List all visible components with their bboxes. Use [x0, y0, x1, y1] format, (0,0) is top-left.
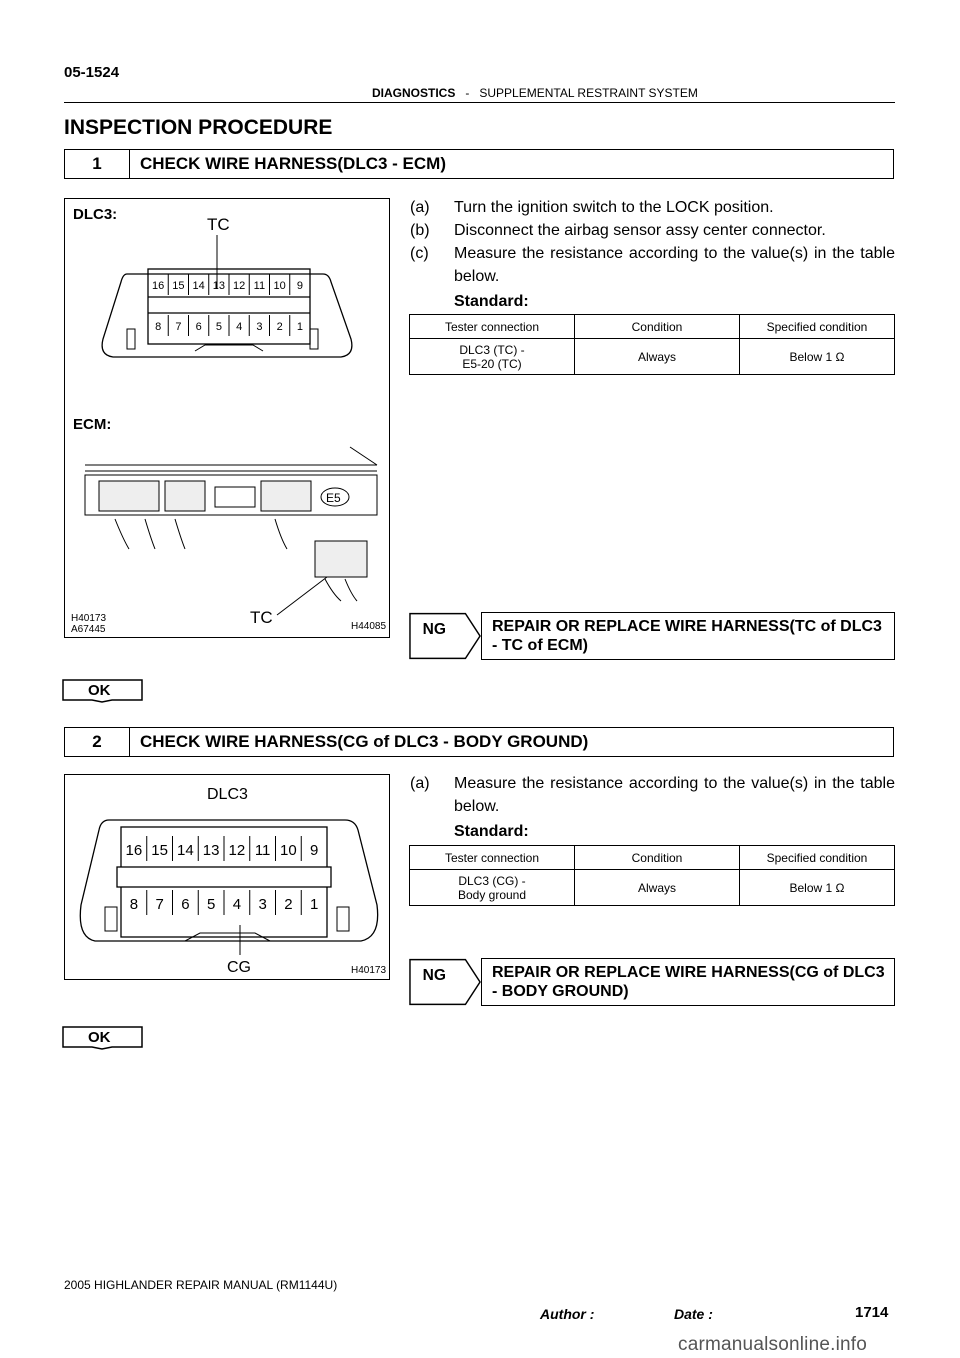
pin-number: 12 [233, 280, 246, 292]
table-header: Specified condition [740, 846, 895, 870]
step-1-instruction-b [410, 219, 895, 242]
page-code: 05-1524 [64, 64, 120, 81]
pin-number: 7 [155, 896, 164, 913]
spec-table-2 [409, 845, 895, 906]
step-number: 1 [65, 150, 130, 178]
page-title: INSPECTION PROCEDURE [64, 116, 333, 139]
connection-line-2: E5-20 (TC) [462, 356, 522, 371]
header-section: DIAGNOSTICS [372, 86, 456, 100]
figure-ref-3: H44085 [351, 621, 387, 632]
footer-date: Date : [674, 1306, 713, 1322]
ng-label: NG [422, 967, 446, 985]
table-cell-spec: Below 1 Ω [740, 870, 895, 906]
table-cell-spec: Below 1 Ω [740, 339, 895, 375]
standard-label: Standard: [454, 293, 529, 310]
pin-number: 10 [273, 280, 286, 292]
ng-arrow-box [409, 958, 481, 1006]
pin-number: 3 [258, 896, 267, 913]
pin-number: 5 [215, 321, 222, 333]
ok-result-1 [62, 679, 142, 699]
pin-number: 6 [181, 896, 190, 913]
pin-number: 8 [155, 321, 162, 333]
connection-line-2: Body ground [457, 887, 527, 902]
header-separator: - [465, 86, 470, 100]
pin-number: 2 [276, 321, 283, 333]
ng-result-2 [409, 958, 895, 1006]
cg-label: CG [227, 959, 251, 976]
pin-number: 10 [280, 842, 297, 859]
step-1-header [64, 149, 894, 179]
pin-number: 16 [152, 280, 165, 292]
step-2-instruction-a [410, 772, 895, 818]
table-header: Condition [575, 315, 740, 339]
step-number: 2 [65, 728, 130, 756]
footer-manual: 2005 HIGHLANDER REPAIR MANUAL (RM1144U) [64, 1278, 338, 1292]
pin-number: 4 [236, 321, 243, 333]
pin-number: 11 [254, 842, 271, 859]
pin-number: 9 [309, 842, 319, 859]
instruction-text: Measure the resistance according to the value(s) in the table below. [454, 775, 895, 815]
pin-number: 14 [192, 280, 205, 292]
figure-ref-2: A67445 [71, 624, 106, 635]
figure-ref: H40173 [351, 965, 387, 976]
ng-arrow-box [409, 612, 481, 660]
instruction-text: Disconnect the airbag sensor assy center connector. [454, 222, 826, 239]
footer-page-number: 1714 [855, 1304, 889, 1321]
pin-number: 5 [206, 896, 216, 913]
ng-label: NG [422, 621, 446, 639]
instruction-tag: (a) [410, 199, 430, 216]
ng-repair-text: REPAIR OR REPLACE WIRE HARNESS(TC of DLC3 - TC of ECM) [481, 612, 895, 660]
connection-line-1: DLC3 (TC) - [459, 342, 525, 357]
connection-line-1: DLC3 (CG) - [458, 873, 526, 888]
table-header: Condition [575, 846, 740, 870]
table-cell-condition: Always [575, 870, 740, 906]
figure-dlc3-ecm [64, 198, 390, 638]
table-header: Specified condition [740, 315, 895, 339]
pin-number: 6 [195, 321, 202, 333]
pin-number: 15 [151, 842, 168, 859]
ok-label: OK [88, 682, 111, 699]
pin-number: 7 [175, 321, 182, 333]
pin-number: 13 [212, 280, 225, 292]
ok-result-2 [62, 1026, 142, 1046]
step-1-instruction-c [410, 242, 895, 288]
table-cell-connection [410, 339, 575, 375]
pin-number: 16 [125, 842, 143, 859]
tc-label-ecm: TC [250, 608, 273, 627]
pin-number: 2 [284, 896, 293, 913]
running-header [64, 86, 895, 103]
pin-number: 9 [296, 280, 303, 292]
pin-number: 12 [228, 842, 246, 859]
pin-number: 3 [256, 321, 263, 333]
instruction-text: Measure the resistance according to the value(s) in the table below. [454, 245, 895, 285]
pin-number: 14 [177, 842, 194, 859]
step-title: CHECK WIRE HARNESS(DLC3 - ECM) [140, 154, 446, 173]
table-cell-connection [410, 870, 575, 906]
pin-number: 8 [129, 896, 139, 913]
connector-diagram [65, 199, 388, 636]
step-title: CHECK WIRE HARNESS(CG of DLC3 - BODY GROUND) [140, 732, 589, 751]
e5-label: E5 [326, 491, 341, 505]
ecm-label: ECM: [73, 416, 112, 433]
standard-label: Standard: [454, 823, 529, 840]
ok-label: OK [88, 1029, 111, 1046]
instruction-text: Turn the ignition switch to the LOCK position. [454, 199, 774, 216]
table-header: Tester connection [410, 315, 575, 339]
ng-result-1 [409, 612, 895, 660]
pin-number: 1 [296, 321, 303, 333]
instruction-tag: (b) [410, 222, 430, 239]
pin-number: 13 [202, 842, 220, 859]
ng-repair-text: REPAIR OR REPLACE WIRE HARNESS(CG of DLC3 - BODY GROUND) [481, 958, 895, 1006]
figure-dlc3 [64, 774, 390, 980]
step-2-header [64, 727, 894, 757]
ok-arrow-box [62, 679, 144, 703]
step-1-instruction-a [410, 196, 895, 219]
spec-table-1 [409, 314, 895, 375]
pin-number: 15 [172, 280, 185, 292]
table-header: Tester connection [410, 846, 575, 870]
pin-number: 4 [232, 896, 242, 913]
instruction-tag: (a) [410, 775, 430, 792]
pin-number: 1 [309, 896, 319, 913]
table-cell-condition: Always [575, 339, 740, 375]
dlc3-diagram [65, 775, 388, 978]
dlc3-pin-grid [152, 274, 303, 336]
tc-label: TC [207, 215, 230, 234]
header-subsection: SUPPLEMENTAL RESTRAINT SYSTEM [479, 86, 698, 100]
ok-arrow-box [62, 1026, 144, 1050]
dlc3-label: DLC3: [73, 206, 118, 223]
pin-number: 11 [253, 280, 266, 292]
instruction-tag: (c) [410, 245, 429, 262]
dlc3-label: DLC3 [207, 786, 248, 803]
watermark: carmanualsonline.info [678, 1334, 868, 1355]
footer-author: Author : [540, 1306, 595, 1322]
figure-ref-1: H40173 [71, 613, 107, 624]
